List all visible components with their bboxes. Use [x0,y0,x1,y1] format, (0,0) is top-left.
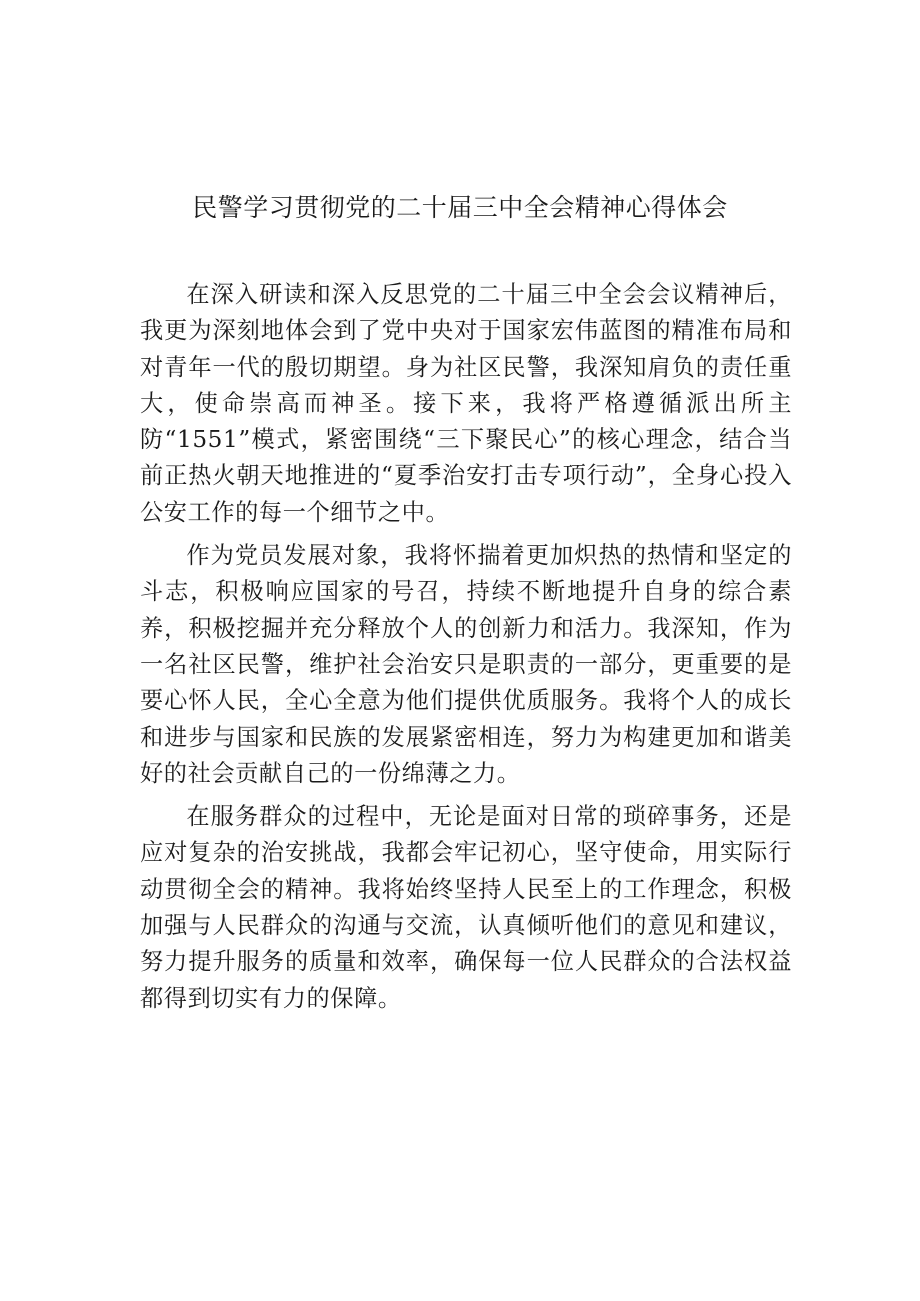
document-body [140,277,792,1017]
paragraph-1: 在深入研读和深入反思党的二十届三中全会会议精神后，我更为深刻地体会到了党中央对于国家宏伟蓝图的精准布局和对青年一代的殷切期望。身为社区民警，我深知肩负的责任重大，使命崇高而神圣。接下来，我将严格遵循派出所主防“1551”模式，紧密围绕“三下聚民心”的核心理念，结合当前正热火朝天地推进的“夏季治安打击专项行动”，全身心投入公安工作的每一个细节之中。 [140,281,792,526]
paragraph-2: 作为党员发展对象，我将怀揣着更加炽热的热情和坚定的斗志，积极响应国家的号召，持续不断地提升自身的综合素养，积极挖掘并充分释放个人的创新力和活力。我深知，作为一名社区民警，维护社会治安只是职责的一部分，更重要的是要心怀人民，全心全意为他们提供优质服务。我将个人的成长和进步与国家和民族的发展紧密相连，努力为构建更加和谐美好的社会贡献自己的一份绵薄之力。 [140,542,792,787]
paragraph-3: 在服务群众的过程中，无论是面对日常的琐碎事务，还是应对复杂的治安挑战，我都会牢记初心，坚守使命，用实际行动贯彻全会的精神。我将始终坚持人民至上的工作理念，积极加强与人民群众的沟通与交流，认真倾听他们的意见和建议，努力提升服务的质量和效率，确保每一位人民群众的合法权益都得到切实有力的保障。 [140,803,792,1012]
document-title: 民警学习贯彻党的二十届三中全会精神心得体会 [192,193,728,222]
